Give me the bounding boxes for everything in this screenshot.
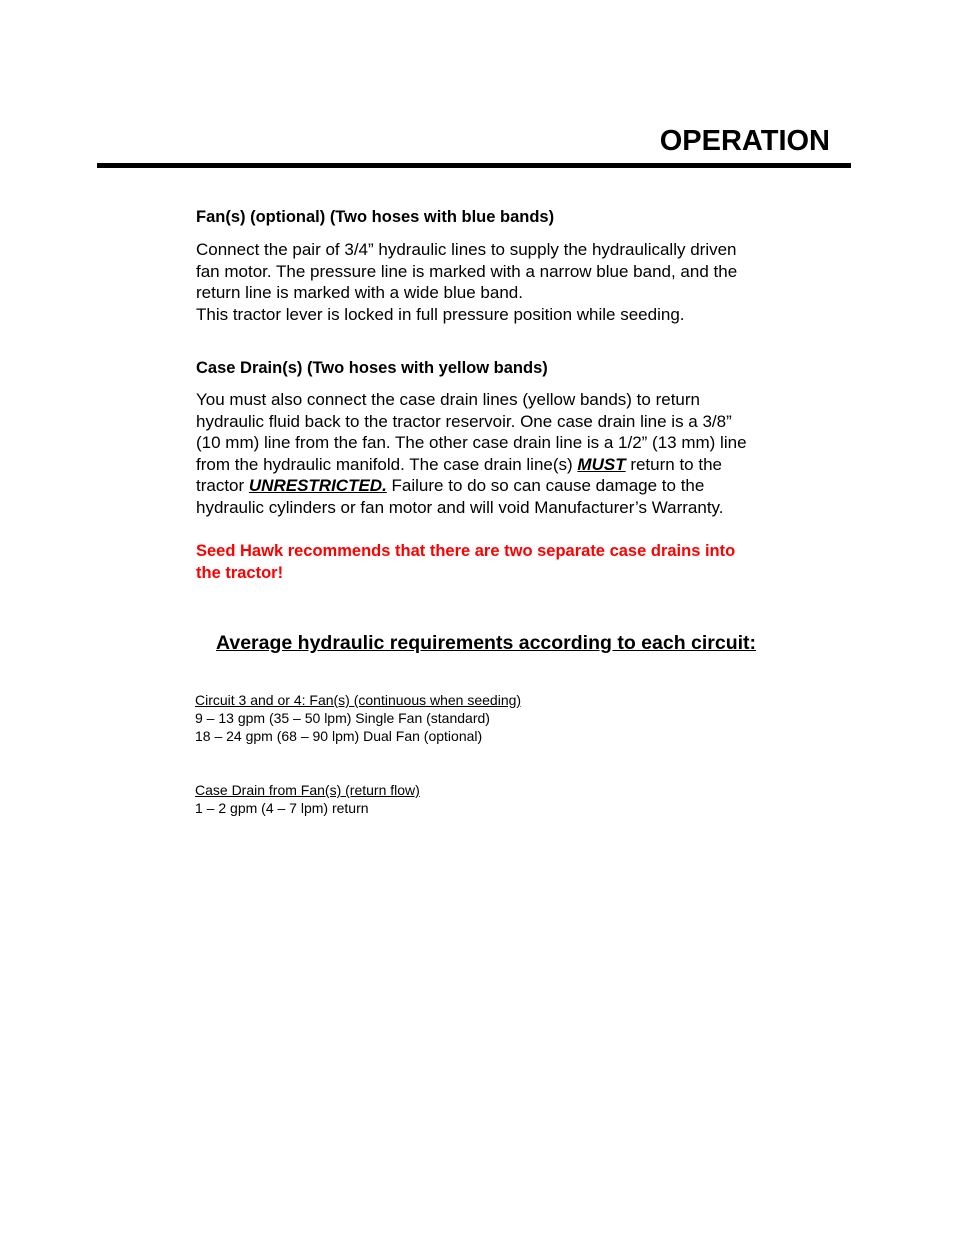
unrestricted-emphasis: UNRESTRICTED. <box>248 476 387 495</box>
case-drain-text: return to the <box>625 454 722 474</box>
warning-line: the tractor! <box>196 564 284 582</box>
title-divider <box>97 163 851 168</box>
fan-body-line: Connect the pair of 3/4” hydraulic lines to supply the hydraulically driven <box>196 240 737 259</box>
case-drain-text: from the hydraulic manifold. The case drain line(s) <box>196 454 578 474</box>
circuit-fans-row: 18 – 24 gpm (68 – 90 lpm) Dual Fan (optional) <box>195 728 483 744</box>
case-drain-body-line: (10 mm) line from the fan. The other case drain line is a 1/2” (13 mm) line <box>196 433 747 452</box>
fan-body-line: fan motor. The pressure line is marked with a narrow blue band, and the <box>196 261 738 281</box>
case-drain-body-line <box>196 475 826 497</box>
requirements-heading: Average hydraulic requirements according to each circuit: <box>216 632 757 654</box>
case-drain-text: Failure to do so can cause damage to the <box>386 476 705 495</box>
circuit-fans-title: Circuit 3 and or 4: Fan(s) (continuous when seeding) <box>195 692 522 708</box>
case-drain-section-body <box>196 389 826 518</box>
fan-body-line: return line is marked with a wide blue band. <box>196 283 523 302</box>
case-drain-text: tractor <box>196 476 249 495</box>
fan-body-line: This tractor lever is locked in full pressure position while seeding. <box>196 304 685 324</box>
must-emphasis: MUST <box>577 454 626 474</box>
case-drain-body-line: You must also connect the case drain lines (yellow bands) to return <box>196 390 700 409</box>
fan-section-heading: Fan(s) (optional) (Two hoses with blue bands) <box>196 208 555 226</box>
fan-section-body <box>196 239 826 325</box>
warning-note <box>196 540 836 584</box>
warning-line: Seed Hawk recommends that there are two separate case drains into <box>196 542 736 560</box>
case-drain-flow-block <box>195 781 420 817</box>
case-drain-body-line <box>196 454 826 476</box>
case-drain-body-line: hydraulic fluid back to the tractor reservoir. One case drain line is a 3/8” <box>196 411 732 431</box>
circuit-fans-block <box>195 691 521 745</box>
page-title: OPERATION <box>659 125 830 157</box>
case-drain-flow-row: 1 – 2 gpm (4 – 7 lpm) return <box>195 800 369 816</box>
case-drain-flow-title: Case Drain from Fan(s) (return flow) <box>195 782 420 798</box>
circuit-fans-row: 9 – 13 gpm (35 – 50 lpm) Single Fan (standard) <box>195 710 490 726</box>
case-drain-body-line: hydraulic cylinders or fan motor and will void Manufacturer’s Warranty. <box>196 497 724 517</box>
case-drain-section-heading: Case Drain(s) (Two hoses with yellow bands) <box>196 359 548 377</box>
